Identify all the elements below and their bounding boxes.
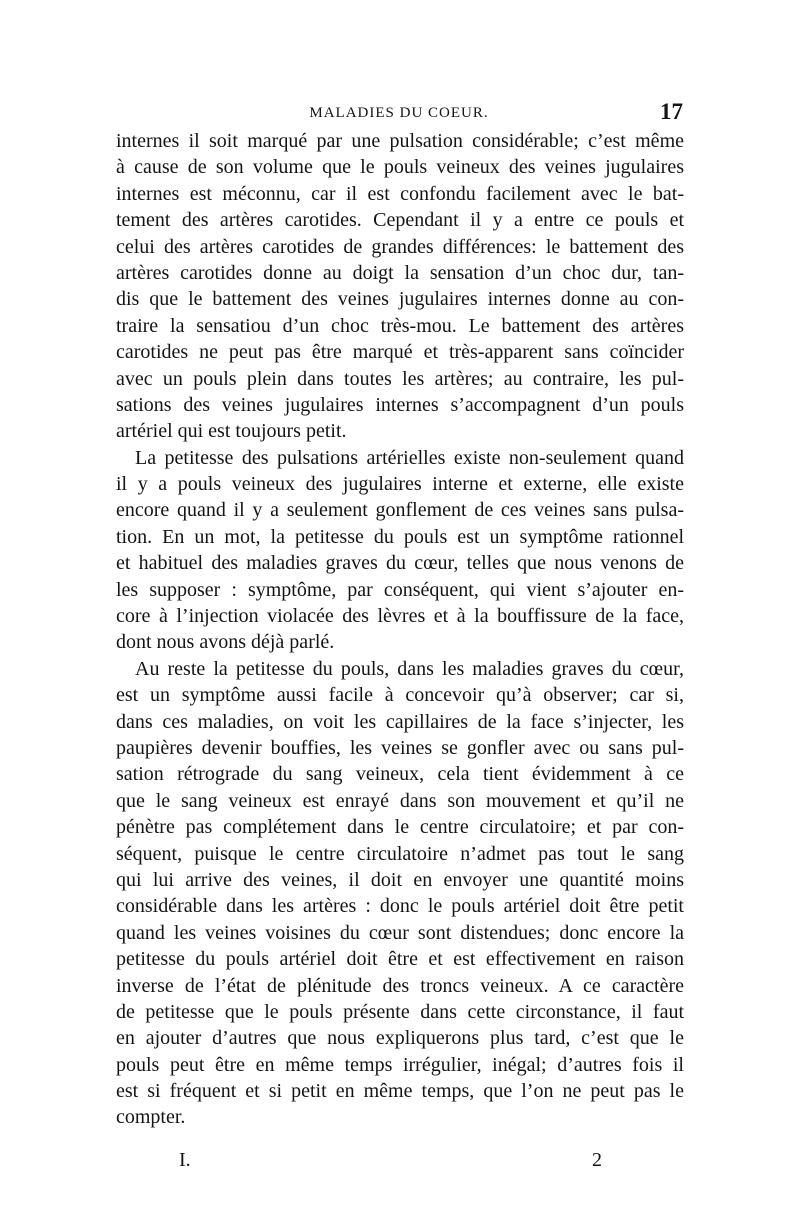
- text-line: paupières devenir bouffies, les veines se gonfler avec ou sans pul-: [116, 736, 684, 759]
- text-line: artères carotides donne au doigt la sensation d’un choc dur, tan-: [116, 261, 684, 284]
- paragraph: [116, 656, 684, 1131]
- text-line: en ajouter d’autres que nous expliquerons plus tard, c’est que le: [116, 1027, 684, 1050]
- sheet-number: 2: [592, 1149, 602, 1171]
- body-text: [116, 128, 684, 1131]
- text-line: La petitesse des pulsations artérielles existe non-seulement quand: [135, 446, 684, 469]
- text-line: pénètre pas complétement dans le centre circulatoire; et par con-: [116, 816, 684, 839]
- text-line: que le sang veineux est enrayé dans son mouvement et qu’il ne: [116, 789, 684, 812]
- text-line: compter.: [116, 1106, 186, 1129]
- text-line: sations des veines jugulaires internes s’accompagnent d’un pouls: [116, 393, 684, 416]
- running-title: MALADIES DU COEUR.: [309, 105, 489, 121]
- text-line: inverse de l’état de plénitude des troncs veineux. A ce caractère: [116, 974, 684, 997]
- text-line: pouls peut être en même temps irrégulier, inégal; d’autres fois il: [116, 1053, 684, 1076]
- page-number: 17: [660, 99, 683, 124]
- text-line: quand les veines voisines du cœur sont distendues; donc encore la: [116, 921, 684, 944]
- text-line: dont nous avons déjà parlé.: [116, 631, 335, 654]
- text-line: internes est méconnu, car il est confondu facilement avec le bat-: [116, 182, 684, 205]
- text-line: core à l’injection violacée des lèvres et à la bouffissure de la face,: [116, 605, 684, 628]
- text-line: de petitesse que le pouls présente dans cette circonstance, il faut: [116, 1000, 684, 1023]
- text-line: encore quand il y a seulement gonflement de ces veines sans pulsa-: [116, 499, 684, 522]
- text-line: tement des artères carotides. Cependant il y a entre ce pouls et: [116, 209, 684, 232]
- text-line: dis que le battement des veines jugulaires internes donne au con-: [116, 288, 684, 311]
- text-line: celui des artères carotides de grandes différences: le battement des: [116, 235, 684, 258]
- text-line: les supposer : symptôme, par conséquent, qui vient s’ajouter en-: [116, 578, 684, 601]
- text-line: Au reste la petitesse du pouls, dans les maladies graves du cœur,: [135, 657, 684, 680]
- text-line: séquent, puisque le centre circulatoire n’admet pas tout le sang: [116, 842, 684, 865]
- text-line: dans ces maladies, on voit les capillaires de la face s’injecter, les: [116, 710, 684, 733]
- text-line: il y a pouls veineux des jugulaires interne et externe, elle existe: [116, 473, 684, 496]
- text-line: qui lui arrive des veines, il doit en envoyer une quantité moins: [116, 868, 684, 891]
- paragraph: [116, 445, 684, 656]
- text-line: considérable dans les artères : donc le pouls artériel doit être petit: [116, 895, 684, 918]
- text-line: avec un pouls plein dans toutes les artères; au contraire, les pul-: [116, 367, 684, 390]
- text-line: tion. En un mot, la petitesse du pouls est un symptôme rationnel: [116, 525, 684, 548]
- text-line: est un symptôme aussi facile à concevoir qu’à observer; car si,: [116, 684, 684, 707]
- text-line: est si fréquent et si petit en même temps, que l’on ne peut pas le: [116, 1080, 684, 1103]
- text-line: petitesse du pouls artériel doit être et est effectivement en raison: [116, 948, 684, 971]
- text-line: carotides ne peut pas être marqué et très-apparent sans coïncider: [116, 341, 684, 364]
- signature-mark: I.: [179, 1149, 191, 1171]
- running-head: [115, 99, 683, 123]
- text-line: internes il soit marqué par une pulsation considérable; c’est même: [116, 130, 684, 152]
- text-line: sation rétrograde du sang veineux, cela tient évidemment à ce: [116, 763, 684, 786]
- text-line: traire la sensatiou d’un choc très-mou. Le battement des artères: [116, 314, 684, 337]
- text-line: à cause de son volume que le pouls veineux des veines jugulaires: [116, 156, 684, 179]
- text-line: et habituel des maladies graves du cœur, telles que nous venons de: [116, 552, 684, 575]
- text-line: artériel qui est toujours petit.: [116, 420, 347, 443]
- paragraph: [116, 128, 684, 445]
